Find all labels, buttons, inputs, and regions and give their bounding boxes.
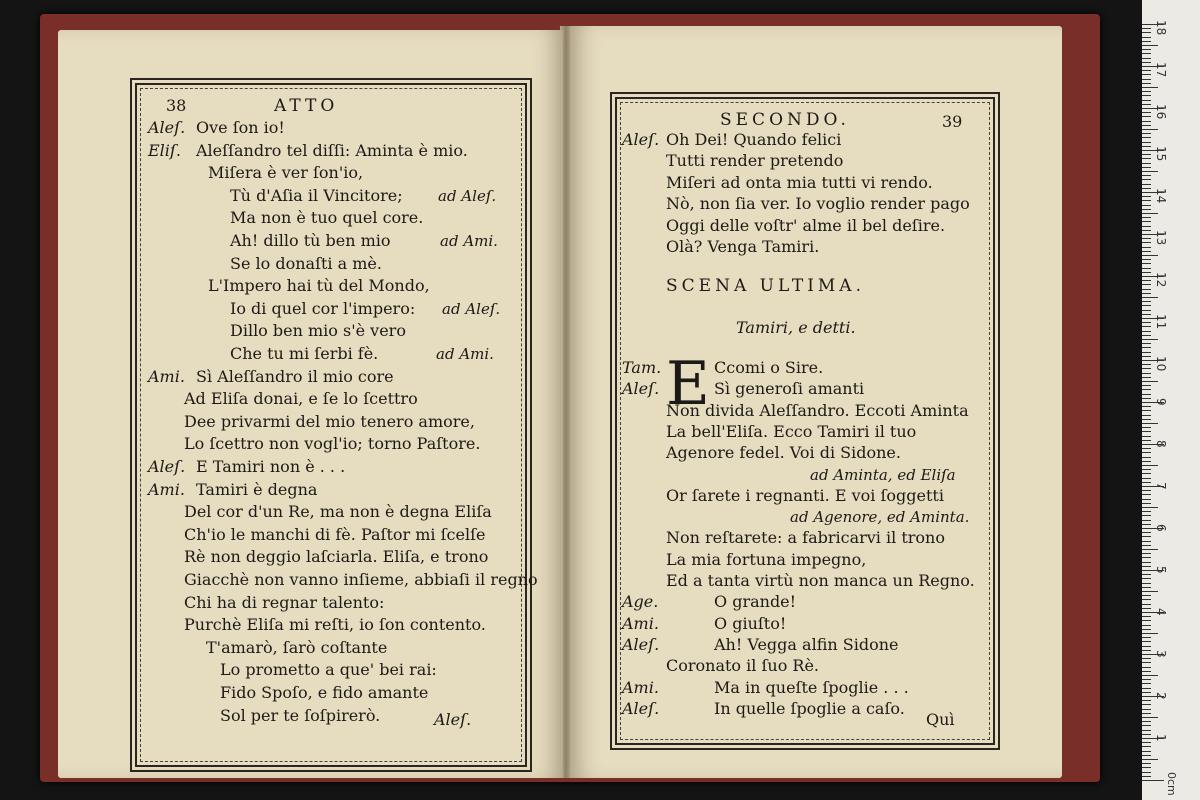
ruler-tick xyxy=(1142,205,1151,206)
ruler-tick xyxy=(1142,637,1151,638)
ruler-tick xyxy=(1142,116,1151,117)
ruler-tick xyxy=(1142,347,1151,348)
ruler-tick xyxy=(1142,675,1158,676)
verse-line: Miſera è ver ſon'io, xyxy=(208,163,364,183)
verse-line: Io di quel cor l'impero: xyxy=(230,298,416,318)
speaker-label: Tam. xyxy=(622,358,662,377)
ruler-tick xyxy=(1142,767,1151,768)
ruler-tick xyxy=(1142,364,1151,365)
ruler-number: 7 xyxy=(1154,482,1168,490)
measuring-ruler xyxy=(1142,0,1200,800)
verse-line: Se lo donaſti a mè. xyxy=(230,253,382,273)
ruler-tick xyxy=(1142,247,1151,248)
ruler-tick xyxy=(1142,381,1158,382)
speaker-label: Aleſ. xyxy=(622,698,660,718)
ruler-tick xyxy=(1142,671,1151,672)
ruler-tick xyxy=(1142,41,1151,42)
ruler-tick xyxy=(1142,746,1151,747)
left-catchword: Aleſ. xyxy=(434,710,472,729)
ruler-tick xyxy=(1142,520,1151,521)
verse-line: Coronato il ſuo Rè. xyxy=(666,656,820,676)
ruler-tick xyxy=(1142,423,1158,424)
verse-line: Or ſarete i regnanti. E voi ſoggetti xyxy=(666,485,944,505)
ruler-number: 12 xyxy=(1154,272,1168,288)
ruler-tick xyxy=(1142,763,1151,764)
right-catchword: Quì xyxy=(926,710,955,729)
ruler-tick xyxy=(1142,377,1151,378)
ruler-tick xyxy=(1142,662,1151,663)
ruler-tick xyxy=(1142,650,1151,651)
ruler-tick xyxy=(1142,356,1151,357)
ruler-tick xyxy=(1142,301,1151,302)
ruler-tick xyxy=(1142,566,1151,567)
ruler-tick xyxy=(1142,679,1151,680)
verse-line: Aleſſandro tel diſſi: Aminta è mio. xyxy=(196,140,468,160)
verse-line: Tamiri è degna xyxy=(196,479,318,499)
verse-line: Non divida Aleſſandro. Eccoti Aminta xyxy=(666,400,969,420)
ruler-tick xyxy=(1142,448,1151,449)
ruler-tick xyxy=(1142,465,1158,466)
speaker-label: Aleſ. xyxy=(622,379,660,399)
verse-line: La mia fortuna impegno, xyxy=(666,549,867,569)
ruler-tick xyxy=(1142,709,1151,710)
ruler-tick xyxy=(1142,213,1158,214)
ruler-tick xyxy=(1142,524,1151,525)
ruler-tick xyxy=(1142,91,1151,92)
ruler-tick xyxy=(1142,293,1151,294)
ruler-tick xyxy=(1142,284,1151,285)
ruler-tick xyxy=(1142,633,1158,634)
verse-line: Sol per te ſoſpirerò. xyxy=(220,705,381,725)
ruler-tick xyxy=(1142,583,1151,584)
ruler-tick xyxy=(1142,616,1151,617)
ruler-tick xyxy=(1142,608,1151,609)
ruler-tick xyxy=(1142,305,1151,306)
verse-line: Fido Spoſo, e fido amante xyxy=(220,683,429,702)
ruler-tick xyxy=(1142,221,1151,222)
ruler-tick xyxy=(1142,352,1151,353)
verse-line: Ad Eliſa donai, e ſe lo ſcettro xyxy=(184,389,418,409)
ruler-number: 5 xyxy=(1154,566,1168,574)
ruler-tick xyxy=(1142,259,1151,260)
verse-line: Miſeri ad onta mia tutti vi rendo. xyxy=(666,172,933,192)
ruler-tick xyxy=(1142,217,1151,218)
ruler-tick xyxy=(1142,310,1151,311)
ruler-tick xyxy=(1142,53,1151,54)
ruler-tick xyxy=(1142,427,1151,428)
ruler-tick xyxy=(1142,436,1151,437)
ruler-number: 9 xyxy=(1154,398,1168,406)
ruler-tick xyxy=(1142,574,1151,575)
ruler-number: 4 xyxy=(1154,608,1168,616)
ruler-tick xyxy=(1142,494,1151,495)
ruler-tick xyxy=(1142,171,1158,172)
ruler-tick xyxy=(1142,268,1151,269)
ruler-tick xyxy=(1142,272,1151,273)
ruler-tick xyxy=(1142,482,1151,483)
ruler-tick xyxy=(1142,587,1151,588)
verse-line: O grande! xyxy=(714,592,797,612)
stage-direction: ad Aleſ. xyxy=(438,186,497,205)
verse-line: Dillo ben mio s'è vero xyxy=(230,321,406,341)
ruler-number: 16 xyxy=(1154,104,1168,120)
speaker-label: Aleſ. xyxy=(148,457,186,476)
ruler-tick xyxy=(1142,759,1158,760)
ruler-number: 6 xyxy=(1154,524,1168,532)
ruler-tick xyxy=(1142,28,1151,29)
stage-direction: ad Aleſ. xyxy=(442,299,501,318)
verse-line: Ch'io le manchi di fè. Paſtor mi ſcelſe xyxy=(184,524,486,544)
ruler-tick xyxy=(1142,440,1151,441)
ruler-tick xyxy=(1142,83,1151,84)
ruler-tick xyxy=(1142,263,1151,264)
right-running-head: SECONDO. xyxy=(720,110,850,130)
ruler-tick xyxy=(1142,541,1151,542)
ruler-tick xyxy=(1142,335,1151,336)
ruler-tick xyxy=(1142,129,1158,130)
verse-line: Tù d'Aſia il Vincitore; xyxy=(230,185,403,205)
ruler-tick xyxy=(1142,389,1151,390)
scene-title: SCENA ULTIMA. xyxy=(666,276,865,296)
ruler-tick xyxy=(1142,457,1151,458)
ruler-tick xyxy=(1142,142,1151,143)
verse-line: Lo ſcettro non vogl'io; torno Paſtore. xyxy=(184,434,481,454)
ruler-tick xyxy=(1142,394,1151,395)
ruler-tick xyxy=(1142,629,1151,630)
ruler-tick xyxy=(1142,549,1158,550)
verse-line: Agenore fedel. Voi di Sidone. xyxy=(666,443,901,463)
ruler-tick xyxy=(1142,419,1151,420)
ruler-tick xyxy=(1142,289,1151,290)
ruler-tick xyxy=(1142,499,1151,500)
ruler-tick xyxy=(1142,410,1151,411)
verse-line: Nò, non ſia ver. Io voglio render pago xyxy=(666,194,970,214)
ruler-tick xyxy=(1142,163,1151,164)
verse-line: Lo prometto a que' bei rai: xyxy=(220,660,437,680)
ruler-tick xyxy=(1142,79,1151,80)
ruler-tick xyxy=(1142,469,1151,470)
verse-line: Dee privarmi del mio tenero amore, xyxy=(184,411,475,431)
ruler-tick xyxy=(1142,415,1151,416)
ruler-number: 15 xyxy=(1154,146,1168,162)
ruler-tick xyxy=(1142,595,1151,596)
ruler-tick xyxy=(1142,87,1158,88)
ruler-tick xyxy=(1142,70,1151,71)
verse-line: Ah! Vegga alfin Sidone xyxy=(714,634,899,654)
verse-line: Ed a tanta virtù non manca un Regno. xyxy=(666,571,975,590)
stage-direction: ad Ami. xyxy=(440,232,498,250)
verse-line: Sì Aleſſandro il mio core xyxy=(196,366,394,386)
ruler-tick xyxy=(1142,604,1151,605)
ruler-tick xyxy=(1142,431,1151,432)
verse-line: O giuſto! xyxy=(714,613,787,633)
ruler-tick xyxy=(1142,532,1151,533)
verse-line: Olà? Venga Tamiri. xyxy=(666,237,820,256)
ruler-tick xyxy=(1142,62,1151,63)
ruler-number: 18 xyxy=(1154,20,1168,36)
ruler-tick xyxy=(1142,730,1151,731)
ruler-tick xyxy=(1142,780,1164,781)
ruler-tick xyxy=(1142,184,1151,185)
ruler-tick xyxy=(1142,100,1151,101)
verse-line: L'Impero hai tù del Mondo, xyxy=(208,276,430,296)
ruler-tick xyxy=(1142,133,1151,134)
ruler-tick xyxy=(1142,175,1151,176)
ruler-tick xyxy=(1142,725,1151,726)
speaker-label: Age. xyxy=(622,592,659,612)
ruler-tick xyxy=(1142,578,1151,579)
ruler-tick xyxy=(1142,154,1151,155)
ruler-tick xyxy=(1142,242,1151,243)
ruler-tick xyxy=(1142,230,1151,231)
ruler-tick xyxy=(1142,490,1151,491)
ruler-tick xyxy=(1142,49,1151,50)
speaker-label: Ami. xyxy=(622,613,659,633)
ruler-tick xyxy=(1142,137,1151,138)
verse-line: Purchè Eliſa mi reſti, io ſon contento. xyxy=(184,615,486,635)
ruler-tick xyxy=(1142,511,1151,512)
ruler-number: 11 xyxy=(1154,314,1168,330)
ruler-tick xyxy=(1142,196,1151,197)
ruler-tick xyxy=(1142,776,1151,777)
ruler-tick xyxy=(1142,58,1151,59)
stage-direction: ad Agenore, ed Aminta. xyxy=(790,508,970,527)
ruler-tick xyxy=(1142,713,1151,714)
ruler-tick xyxy=(1142,373,1151,374)
ruler-tick xyxy=(1142,658,1151,659)
verse-line: Ccomi o Sire. xyxy=(714,358,824,377)
ruler-tick xyxy=(1142,167,1151,168)
ruler-number: 1 xyxy=(1154,734,1168,742)
ruler-tick xyxy=(1142,646,1151,647)
ruler-tick xyxy=(1142,625,1151,626)
speaker-label: Aleſ. xyxy=(622,634,660,654)
verse-line: Rè non deggio laſciarla. Eliſa, e trono xyxy=(184,547,489,567)
speaker-label: Ami. xyxy=(148,366,185,386)
ruler-tick xyxy=(1142,95,1151,96)
ruler-tick xyxy=(1142,251,1151,252)
verse-line: Giacchè non vanno inſieme, abbiaſi il regno xyxy=(184,570,538,589)
ruler-tick xyxy=(1142,45,1158,46)
ruler-tick xyxy=(1142,398,1151,399)
ruler-tick xyxy=(1142,121,1151,122)
ruler-tick xyxy=(1142,280,1151,281)
ruler-tick xyxy=(1142,641,1151,642)
ruler-number: 13 xyxy=(1154,230,1168,246)
verse-line: T'amarò, ſarò coſtante xyxy=(206,637,388,657)
verse-line: Sì generoſi amanti xyxy=(714,379,865,399)
speaker-label: Ami. xyxy=(622,677,659,697)
ruler-tick xyxy=(1142,209,1151,210)
ruler-tick xyxy=(1142,515,1151,516)
verse-line: Oh Dei! Quando felici xyxy=(666,130,842,149)
ruler-number: 2 xyxy=(1154,692,1168,700)
ruler-tick xyxy=(1142,478,1151,479)
ruler-tick xyxy=(1142,503,1151,504)
ruler-tick xyxy=(1142,112,1151,113)
ruler-tick xyxy=(1142,734,1151,735)
ruler-tick xyxy=(1142,104,1151,105)
ruler-tick xyxy=(1142,326,1151,327)
ruler-tick xyxy=(1142,297,1158,298)
verse-line: Oggi delle voſtr' alme il bel deſire. xyxy=(666,215,946,235)
left-page xyxy=(58,30,563,778)
ruler-tick xyxy=(1142,188,1151,189)
verse-line: E Tamiri non è . . . xyxy=(196,457,346,476)
scene-cast: Tamiri, e detti. xyxy=(736,318,856,337)
verse-line: In quelle ſpoglie a caſo. xyxy=(714,698,905,718)
ruler-tick xyxy=(1142,545,1151,546)
ruler-tick xyxy=(1142,74,1151,75)
ruler-tick xyxy=(1142,755,1151,756)
ruler-tick xyxy=(1142,226,1151,227)
ruler-tick xyxy=(1142,238,1151,239)
ruler-tick xyxy=(1142,473,1151,474)
drop-cap: E xyxy=(666,349,710,419)
verse-line: Che tu mi ſerbi fè. xyxy=(230,344,379,363)
ruler-tick xyxy=(1142,751,1151,752)
ruler-tick xyxy=(1142,562,1151,563)
ruler-tick xyxy=(1142,553,1151,554)
ruler-tick xyxy=(1142,721,1151,722)
ruler-number: 10 xyxy=(1154,356,1168,372)
verse-line: Ah! dillo tù ben mio xyxy=(230,231,391,250)
stage-direction: ad Aminta, ed Eliſa xyxy=(810,465,956,484)
ruler-tick xyxy=(1142,742,1151,743)
verse-line: Ma in queſte ſpoglie . . . xyxy=(714,677,909,697)
ruler-tick xyxy=(1142,452,1151,453)
ruler-number: 8 xyxy=(1154,440,1168,448)
ruler-tick xyxy=(1142,200,1151,201)
right-page xyxy=(570,26,1062,778)
ruler-tick xyxy=(1142,557,1151,558)
verse-line: Chi ha di regnar talento: xyxy=(184,592,385,612)
ruler-tick xyxy=(1142,599,1151,600)
ruler-tick xyxy=(1142,700,1151,701)
right-page-number: 39 xyxy=(942,112,963,131)
speaker-label: Aleſ. xyxy=(622,130,660,149)
ruler-tick xyxy=(1142,717,1158,718)
speaker-label: Aleſ. xyxy=(148,118,186,137)
ruler-tick xyxy=(1142,343,1151,344)
ruler-unit-label: 0cm xyxy=(1165,772,1178,796)
ruler-tick xyxy=(1142,37,1151,38)
ruler-tick xyxy=(1142,385,1151,386)
ruler-tick xyxy=(1142,620,1151,621)
ruler-tick xyxy=(1142,536,1151,537)
ruler-tick xyxy=(1142,406,1151,407)
ruler-tick xyxy=(1142,591,1158,592)
ruler-tick xyxy=(1142,368,1151,369)
ruler-tick xyxy=(1142,772,1151,773)
ruler-tick xyxy=(1142,32,1151,33)
ruler-tick xyxy=(1142,125,1151,126)
speaker-label: Eliſ. xyxy=(148,140,181,160)
left-page-number: 38 xyxy=(166,96,187,115)
left-running-head: ATTO xyxy=(274,96,339,116)
ruler-tick xyxy=(1142,688,1151,689)
ruler-tick xyxy=(1142,331,1151,332)
verse-line: Ma non è tuo quel core. xyxy=(230,208,424,228)
ruler-tick xyxy=(1142,255,1158,256)
ruler-number: 14 xyxy=(1154,188,1168,204)
verse-line: Ove ſon io! xyxy=(196,118,285,137)
speaker-label: Ami. xyxy=(148,479,185,499)
ruler-tick xyxy=(1142,179,1151,180)
verse-line: Non reſtarete: a fabricarvi il trono xyxy=(666,528,945,548)
ruler-tick xyxy=(1142,314,1151,315)
ruler-tick xyxy=(1142,322,1151,323)
verse-line: La bell'Eliſa. Ecco Tamiri il tuo xyxy=(666,421,917,441)
ruler-number: 17 xyxy=(1154,62,1168,78)
verse-line: Del cor d'un Re, ma non è degna Eliſa xyxy=(184,502,492,522)
ruler-tick xyxy=(1142,667,1151,668)
ruler-tick xyxy=(1142,692,1151,693)
ruler-tick xyxy=(1142,146,1151,147)
ruler-tick xyxy=(1142,158,1151,159)
ruler-tick xyxy=(1142,683,1151,684)
ruler-tick xyxy=(1142,339,1158,340)
verse-line: Tutti render pretendo xyxy=(666,151,844,171)
ruler-tick xyxy=(1142,461,1151,462)
ruler-number: 3 xyxy=(1154,650,1168,658)
stage-direction: ad Ami. xyxy=(436,345,494,363)
ruler-tick xyxy=(1142,507,1158,508)
ruler-tick xyxy=(1142,704,1151,705)
